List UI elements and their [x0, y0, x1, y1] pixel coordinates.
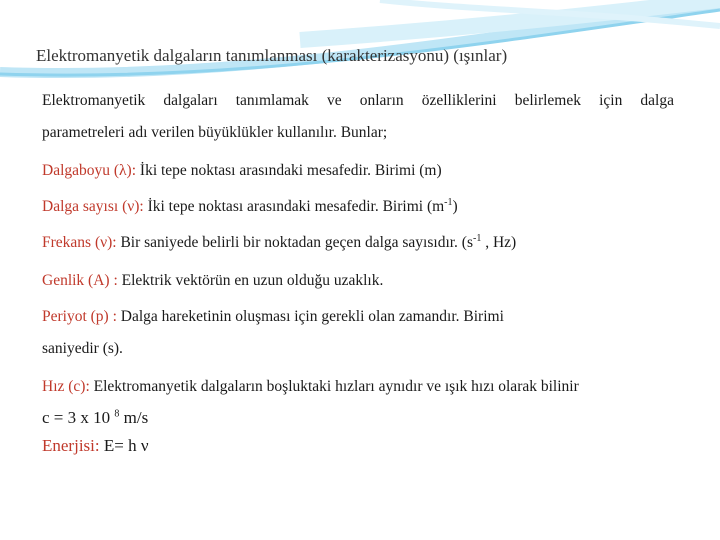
amplitude-text: Elektrik vektörün en uzun olduğu uzaklık. [117, 272, 384, 289]
speed-formula-post: m/s [119, 408, 149, 427]
wavelength-item [42, 162, 442, 181]
period-item [42, 308, 504, 327]
period-text: Dalga hareketinin oluşması için gerekli olan zamandır. Birimi [116, 308, 504, 325]
speed-formula-exponent: 8 [114, 408, 120, 420]
frequency-close: , Hz) [481, 234, 517, 251]
header-swoosh-decoration [0, 0, 720, 90]
frequency-unit-exponent: -1 [473, 232, 482, 244]
period-term: Periyot (p) : [42, 308, 117, 325]
frequency-term: Frekans (ν): [42, 234, 117, 251]
speed-formula [42, 408, 148, 428]
wavenumber-close: ) [452, 198, 458, 215]
intro-line-2: parametreleri adı verilen büyüklükler kullanılır. Bunlar; [42, 124, 388, 141]
frequency-item [42, 234, 516, 253]
frequency-text: Bir saniyede belirli bir noktadan geçen dalga sayısıdır. (s [116, 234, 473, 251]
wavelength-text: İki tepe noktası arasındaki mesafedir. Birimi (m) [136, 162, 442, 179]
amplitude-item [42, 272, 383, 291]
wavenumber-item [42, 198, 458, 217]
amplitude-term: Genlik (A) : [42, 272, 118, 289]
wavenumber-text: İki tepe noktası arasındaki mesafedir. Birimi (m [143, 198, 445, 215]
wavelength-term: Dalgaboyu (λ): [42, 162, 137, 179]
energy-text: E= h ν [99, 436, 149, 455]
intro-line-1: Elektromanyetik dalgaları tanımlamak ve onların özelliklerini belirlemek için dalga [42, 92, 674, 109]
speed-text: Elektromanyetik dalgaların boşluktaki hızları aynıdır ve ışık hızı olarak bilinir [89, 378, 579, 395]
speed-item [42, 378, 579, 397]
energy-item [42, 436, 149, 456]
wavenumber-unit-exponent: -1 [444, 196, 453, 208]
slide-title: Elektromanyetik dalgaların tanımlanması (karakterizasyonu) (ışınlar) [36, 46, 508, 65]
energy-term: Enerjisi: [42, 436, 100, 455]
wavenumber-term: Dalga sayısı (ν): [42, 198, 144, 215]
period-line-2: saniyedir (s). [42, 340, 123, 357]
speed-term: Hız (c): [42, 378, 90, 395]
speed-formula-pre: c = 3 x 10 [42, 408, 115, 427]
